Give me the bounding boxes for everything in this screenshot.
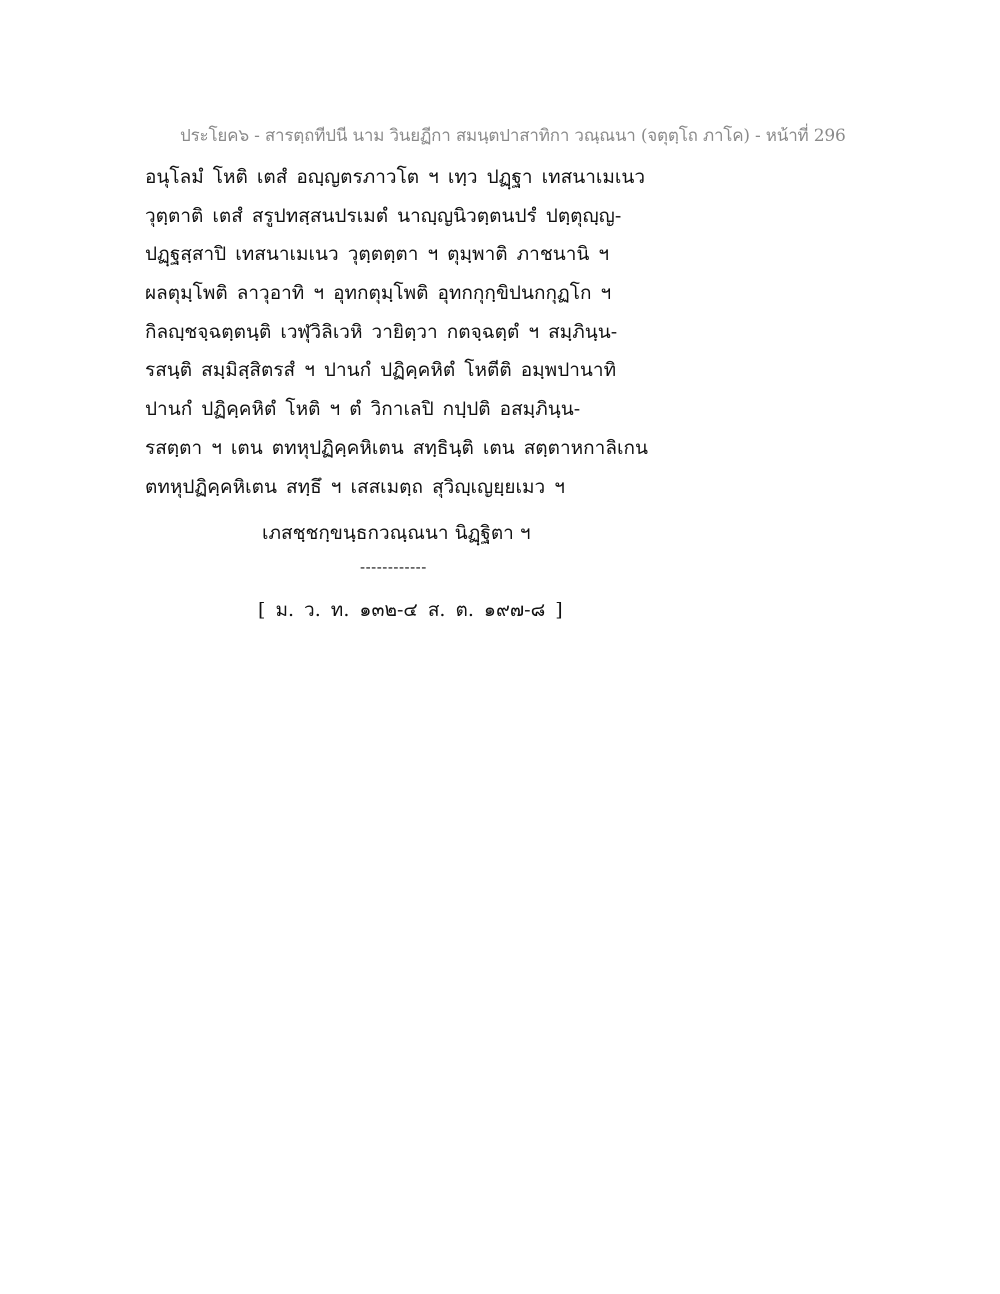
body-line: วุตฺตาติ เตสํ สรูปทสฺสนปรเมตํ นาญฺญนิวตฺตนปรํ ปตฺตุญฺญ- bbox=[145, 204, 622, 227]
body-line: รสตฺตา ฯ เตน ตทหุปฏิคฺคหิเตน สทฺธินฺติ เตน สตฺตาหกาลิเกน bbox=[145, 436, 648, 459]
body-line: ผลตุมฺโพติ ลาวุอาทิ ฯ อุทกตุมฺโพติ อุทกกุกฺขิปนกกุฏโก ฯ bbox=[145, 282, 612, 305]
body-line: ปฏฺฐสฺสาปิ เทสนาเมเนว วุตฺตตฺตา ฯ ตุมฺพาติ ภาชนานิ ฯ bbox=[145, 243, 610, 266]
body-line: ปานกํ ปฏิคฺคหิตํ โหติ ฯ ตํ วิกาเลปิ กปฺปติ อสมฺภินฺน- bbox=[145, 398, 581, 421]
body-line: กิลญฺชจฺฉตฺตนฺติ เวฬุวิลิเวหิ วายิตฺวา กตจฺฉตฺตํ ฯ สมฺภินฺน- bbox=[145, 320, 618, 343]
body-text bbox=[145, 158, 665, 506]
separator-line: ------------ bbox=[360, 558, 427, 576]
chapter-end-colophon: เภสชฺชกฺขนฺธกวณฺณนา นิฏฺฐิตา ฯ bbox=[262, 522, 531, 544]
body-line: อนุโลมํ โหติ เตสํ อญฺญตรภาวโต ฯ เทฺว ปฏฺฐา เทสนาเมเนว bbox=[145, 166, 646, 188]
body-line: ตทหุปฏิคฺคหิเตน สทฺธึ ฯ เสสเมตฺถ สุวิญฺเญยฺยเมว ฯ bbox=[145, 475, 565, 498]
running-header: ประโยค๖ - สารตฺถทีปนี นาม วินยฏีกา สมนฺตปาสาทิกา วณฺณนา (จตุตฺโถ ภาโค) - หน้าที่ 296 bbox=[180, 126, 846, 146]
body-line: รสนฺติ สมฺมิสฺสิตรสํ ฯ ปานกํ ปฏิคฺคหิตํ โหตีติ อมฺพปานาทิ bbox=[145, 359, 617, 382]
source-reference: [ ม. ว. ท. ๑๓๒-๔ ส. ต. ๑๙๗-๘ ] bbox=[258, 599, 563, 621]
